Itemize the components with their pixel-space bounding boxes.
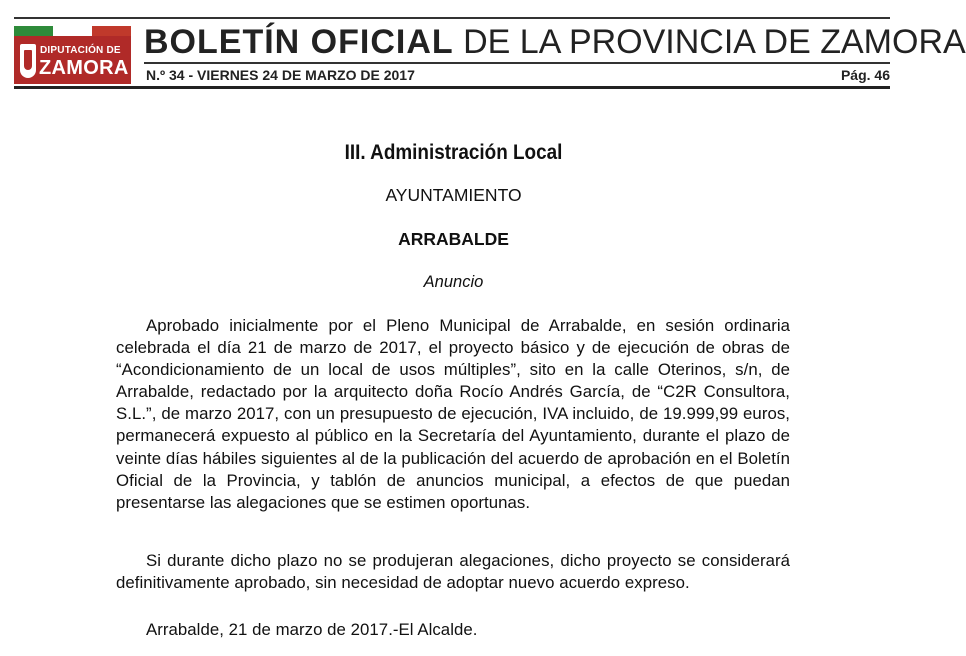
band-white — [53, 26, 92, 36]
bulletin-header — [0, 0, 966, 100]
band-green — [14, 26, 53, 36]
header-top-rule — [14, 17, 890, 19]
bulletin-title-bold: BOLETÍN OFICIAL — [144, 23, 454, 61]
page-number: Pág. 46 — [840, 67, 890, 83]
entity-heading: AYUNTAMIENTO — [385, 185, 522, 205]
crest-icon — [20, 44, 36, 78]
logo-title: ZAMORA — [39, 57, 129, 79]
logo-color-band — [14, 26, 131, 36]
issue-number-date: N.º 34 - VIERNES 24 DE MARZO DE 2017 — [146, 67, 415, 83]
document-type: Anuncio — [423, 273, 484, 291]
signature-line: Arrabalde, 21 de marzo de 2017.-El Alcalde. — [146, 620, 478, 639]
municipality-heading: ARRABALDE — [398, 229, 509, 249]
diputacion-logo — [14, 26, 131, 84]
body-paragraph-approval: Aprobado inicialmente por el Pleno Municipal de Arrabalde, en sesión ordinaria celebrada el día 21 de marzo de 2017, el proyecto básico y de ejecución de obras de “Acondicionamiento de un local de usos múltiples”, sito en la calle Oterinos, s/n, de Arrabalde, redactado por la arquitecto doña Rocío Andrés García, de “C2R Consultora, S.L.”, de marzo 2017, con un presupuesto de ejecución, IVA incluido, de 19.999,99 euros, permanecerá expuesto al público en la Secretaría del Ayuntamiento, durante el plazo de veinte días hábiles siguientes al de la publicación del acuerdo de aprobación en el Boletín Oficial de la Provincia, y tablón de anuncios municipal, a efectos de que puedan presentarse las alegaciones que se estimen oportunas. — [116, 316, 790, 512]
band-red — [92, 26, 131, 36]
section-heading: III. Administración Local — [344, 141, 563, 164]
header-mid-rule — [144, 62, 890, 64]
body-paragraph-definitive: Si durante dicho plazo no se produjeran alegaciones, dicho proyecto se considerará definitivamente aprobado, sin necesidad de adoptar nuevo acuerdo expreso. — [116, 551, 790, 593]
header-bottom-rule — [14, 86, 890, 89]
logo-subtitle: DIPUTACIÓN DE — [40, 45, 121, 56]
bulletin-title — [144, 22, 966, 62]
bulletin-title-rest: DE LA PROVINCIA DE ZAMORA — [463, 23, 966, 61]
